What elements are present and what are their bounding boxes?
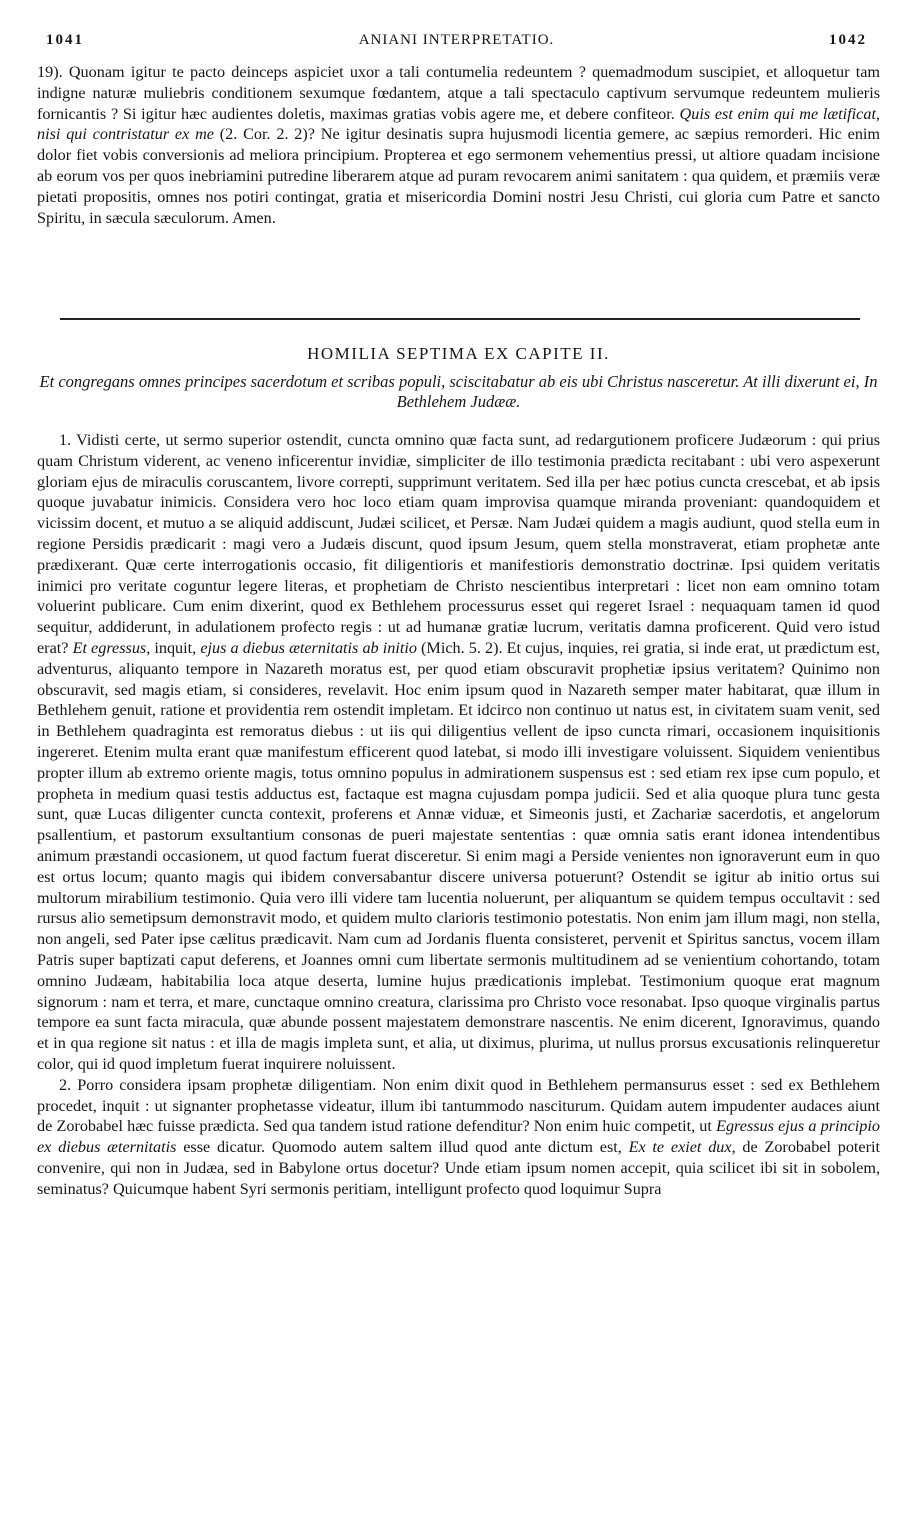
page-number-right: 1042	[829, 32, 867, 48]
scripture-quote: Ex te exiet dux,	[628, 1138, 736, 1157]
paragraph-1: 1. Vidisti certe, ut sermo superior ostendit, cuncta omnino quæ facta sunt, ad redargutionem proficere Judæorum : qui prius quam Christum viderent, ac veneno inficerentur invidiæ, simpliciter de illo testimonia prædicta recitabant : ubi vero aspexerunt gloriam ejus de miraculis coruscantem, livore correpti, supprimunt veritatem. Sed illa per hæc potius cuncta crescebat, et ab ipsis quoque juvabatur inimicis. Considera vero hoc loco etiam quam improvisa quamque miranda proveniant: quandoquidem et vicissim docent, et mutuo a se aliquid addiscunt, Judæi scilicet, et Persæ. Nam Judæi quidem a magis audiunt, quod stella eum in regione Persidis prædicarit : magi vero a Judæis discunt, quod ipsum Jesum, quem stella monstraverat, etiam prophetæ ante prædixerant. Quæ certe interrogationis occasio, fit diligentioris et manifestioris demonstratio doctrinæ. Ipsi quidem veritatis inimici pro veritate coguntur legere literas, et prophetiam de Christo nescientibus interpretari : licet non eam omnino totam voluerint publicare. Cum enim dixerint, quod ex Bethlehem processurus esset qui regeret Israel : nequaquam tamen id quod sequitur, addiderunt, in adulationem profecto regis : ut ad humanæ gratiæ lucrum, veritatis damna proficerent. Quid vero istud erat? Et egressus, inquit, ejus a diebus æternitatis ab initio (Mich. 5. 2). Et cujus, inquies, rei gratia, si inde erat, ut prædictum est, adventurus, aliquanto tempore in Nazareth moratus est, per quod etiam obscuravit prophetiæ ipsius veritatem? Quinimo non obscuravit, sed magis etiam, si consideres, revelavit. Hoc enim ipsum quod in Nazareth semper mater habitarat, quæ illum in Bethlehem genuit, ratione et providentia rem ostendit impletam. Et idcirco non continuo ut natus est, in civitatem suam venit, sed in Bethlehem quadraginta est remoratus diebus : ut iis qui diligentius vellent de ipso cuncta rimari, occasionem inquisitionis ingereret. Etenim multa erant quæ manifestum efficerent quod latebat, si modo illi investigare voluissent. Siquidem venientibus propter illum ab extremo oriente magis, totus omnino populus in admirationem suspensus est : sed etiam rex ipse cum populo, et propheta in medium quasi testis adductus est, factaque est magna cujusdam pompa judicii. Sed et alia quoque plura tunc gesta sunt, quæ Lucas diligenter cuncta contexit, proferens et Annæ viduæ, et Simeonis justi, et Zachariæ sacerdotis, et angelorum psallentium, et pastorum exsultantium consonas de pueri majestate sententias : quæ omnia satis erant idonea intendentibus animum præstandi occasionem, ut quod factum fuerat disceretur. Si enim magi a Perside venientes non ignoraverunt eum in quo est ortus locum; quanto magis qui ibidem conversabantur discere universa potuerunt? Ostendit se igitur ab initio ortus sui multorum mirabilium testimonio. Quia vero illi videre tam lucentia noluerunt, per aliquantum se quidem tempus occultavit : sed rursus alio semetipsum demonstravit modo, et quidem multo clarioris testimonio potestatis. Non enim jam illum magi, non stella, non angeli, sed Pater ipse cælitus prædicavit. Nam cum ad Jordanis fluenta consisteret, pervenit et Spiritus sanctus, vocem illam Patris super baptizati caput deferens, et Joannes omni cum libertate sermonis multitudinem ad se venientium cohortando, totam omnino Judæam, habitabilia loca atque deserta, lumine hujus prædicationis implebat. Testimonium quoque erat magnum signorum : nam et terra, et mare, cunctaque omnino creatura, clarissima pro Christo voce resonabat. Ipso quoque virginalis partus tempore ea sunt facta miracula, quæ abunde possent majestatem demonstrare nascentis. Ne enim dicerent, Ignoravimus, quando et in qua regione sit natus : et illa de magis impleta sunt, et alia, ut diximus, plurima, ut nullus prorsus excusationis relinqueretur color, qui id quod impletum fuerat inquirere noluissent.	[37, 431, 880, 1073]
page-number-left: 1041	[46, 32, 84, 48]
homily-lemma: Et congregans omnes principes sacerdotum et scribas populi, sciscitabatur ab eis ubi Christus nasceretur. At illi dixerunt ei, In Bethlehem Judææ.	[39, 372, 878, 411]
running-title: ANIANI INTERPRETATIO.	[358, 32, 555, 48]
closing-paragraph-text: 19). Quonam igitur te pacto deinceps aspiciet uxor a tali contumelia redeuntem ? quemadmodum suscipiet, et alloquetur tam indigne naturæ muliebris conditionem sexumque fœdantem, atque a tali spectaculo captivum servumque redeuntem mulieris fornicantis ? Si igitur hæc audientes doletis, maximas gratias vobis agere me, et debere confiteor. Quis est enim qui me lætificat, nisi qui contristatur ex me (2. Cor. 2. 2)? Ne igitur desinatis supra hujusmodi licentia gemere, ac sæpius remorderi. Hic enim dolor fiet vobis conversionis ad meliora principium. Propterea et ego sermonem vehementius pressi, ut altiore quadam incisione ab eorum vos per quos inebriamini putredine liberarem atque ad puram revocarem animi sanitatem : qua quidem, et præmiis veræ pietati propositis, omnes nos potiri contingat, gratia et misericordia Domini nostri Jesu Christi, cui gloria cum Patre et sancto Spiritu, in sæcula sæculorum. Amen.	[37, 63, 880, 227]
scripture-quote: Egressus ejus a principio ex diebus æternitatis	[37, 1117, 880, 1157]
paragraph-2: 2. Porro considera ipsam prophetæ diligentiam. Non enim dixit quod in Bethlehem permansurus esset : sed ex Bethlehem procedet, inquit : ut signanter prophetasse videatur, illum ibi tantummodo nasciturum. Quidam autem impudenter audaces aiunt de Zorobabel hæc fuisse prædicta. Sed qua tandem istud ratione defenditur? Non enim huic competit, ut Egressus ejus a principio ex diebus æternitatis esse dicatur. Quomodo autem saltem illud quod ante dictum est, Ex te exiet dux, de Zorobabel poterit convenire, qui non in Judæa, sed in Babylone ortus docetur? Unde etiam ipsum nomen accepit, quia scilicet ibi sit in sobolem, seminatus? Quicumque habent Syri sermonis peritiam, intelligunt profecto quod loquimur Supra	[37, 1075, 880, 1198]
section-divider	[60, 318, 860, 320]
scripture-quote: Quis est enim qui me lætificat, nisi qui contristatur ex me	[37, 104, 880, 144]
scripture-quote: ejus a diebus æternitatis ab initio	[200, 638, 417, 657]
closing-paragraph	[37, 62, 880, 228]
homily-body	[37, 430, 880, 1199]
running-head	[46, 32, 867, 54]
homily-title: HOMILIA SEPTIMA EX CAPITE II.	[307, 344, 610, 363]
scripture-quote: Et egressus	[72, 638, 147, 657]
